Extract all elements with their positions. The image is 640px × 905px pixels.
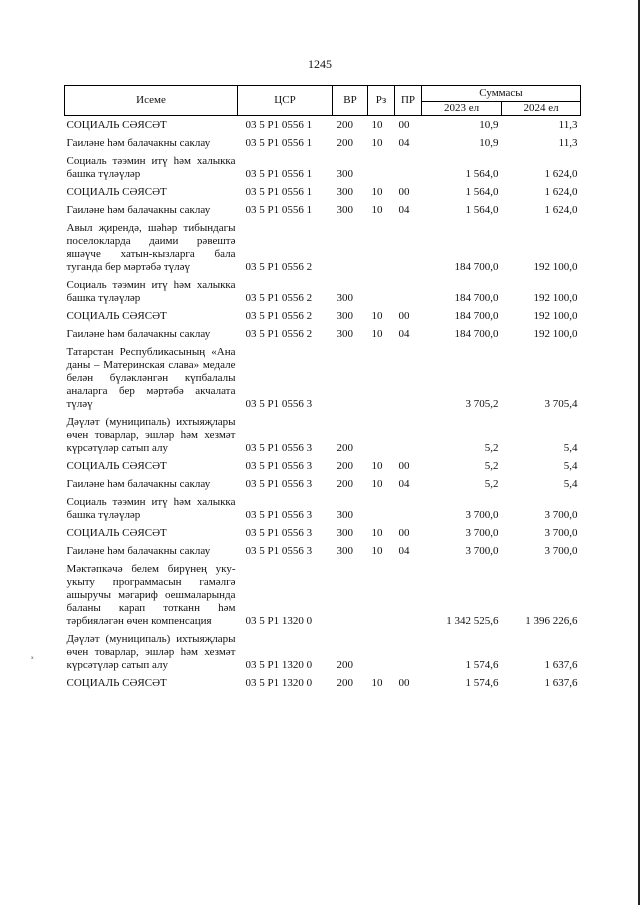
row-name: Мәктәпкәчә белем бирүнең уку-укыту программасын гамәлгә ашыручы мәгариф оешмаларында баланы карап тотканн һәм тәрбияләгән өчен компенсация	[66, 563, 236, 627]
row-vr	[333, 560, 368, 630]
row-sum-2023: 3 705,2	[465, 398, 499, 410]
row-pr	[395, 560, 422, 630]
row-vr	[333, 219, 368, 276]
table-row	[65, 343, 581, 413]
row-csr: 03 5 P1 0556 3	[245, 509, 313, 521]
row-rz: 10	[371, 460, 383, 472]
row-pr	[395, 152, 422, 183]
row-sum-2024: 1 624,0	[544, 204, 578, 216]
row-name: СОЦИАЛЬ СӘЯСӘТ	[66, 460, 167, 472]
row-vr: 300	[336, 310, 353, 322]
row-rz	[368, 152, 395, 183]
row-pr	[395, 413, 422, 457]
row-sum-2024: 3 705,4	[544, 398, 578, 410]
row-csr: 03 5 P1 0556 1	[245, 168, 313, 180]
row-rz	[368, 493, 395, 524]
row-sum-2023: 1 574,6	[465, 659, 499, 671]
row-vr: 200	[336, 460, 353, 472]
row-pr: 00	[398, 310, 410, 322]
row-name: СОЦИАЛЬ СӘЯСӘТ	[66, 677, 167, 689]
row-sum-2023: 1 564,0	[465, 186, 499, 198]
row-csr: 03 5 P1 1320 0	[245, 615, 313, 627]
row-name: СОЦИАЛЬ СӘЯСӘТ	[66, 310, 167, 322]
table-row	[65, 307, 581, 325]
row-sum-2023: 3 700,0	[465, 527, 499, 539]
row-csr: 03 5 P1 0556 3	[245, 478, 313, 490]
row-sum-2024: 1 624,0	[544, 168, 578, 180]
header-sums: Суммасы	[422, 86, 581, 102]
row-sum-2024: 1 637,6	[544, 659, 578, 671]
row-name: Авыл җирендә, шәһәр тибындагы поселокларда даими рәвештә яшәүче хатын-кызларга бала туганда бер мәртәбә түләү	[66, 222, 236, 273]
row-vr: 300	[336, 204, 353, 216]
table-row	[65, 152, 581, 183]
table-row	[65, 413, 581, 457]
row-rz: 10	[371, 527, 383, 539]
row-vr: 200	[336, 478, 353, 490]
header-name: Исеме	[65, 86, 238, 116]
row-rz: 10	[371, 478, 383, 490]
row-name: СОЦИАЛЬ СӘЯСӘТ	[66, 119, 167, 131]
page-number: 1245	[308, 57, 332, 71]
row-sum-2023: 3 700,0	[465, 509, 499, 521]
row-sum-2024: 1 396 226,6	[525, 615, 578, 627]
row-rz: 10	[371, 137, 383, 149]
header-2023: 2023 ел	[422, 102, 502, 116]
row-csr: 03 5 P1 0556 2	[245, 328, 313, 340]
row-name: СОЦИАЛЬ СӘЯСӘТ	[66, 527, 167, 539]
row-csr: 03 5 P1 0556 2	[245, 261, 313, 273]
row-rz	[368, 560, 395, 630]
row-sum-2023: 10,9	[479, 119, 499, 131]
header-vr: ВР	[333, 86, 368, 116]
row-vr: 200	[336, 442, 353, 454]
row-rz	[368, 343, 395, 413]
header-csr: ЦСР	[238, 86, 333, 116]
row-rz	[368, 219, 395, 276]
row-csr: 03 5 P1 0556 2	[245, 292, 313, 304]
row-sum-2023: 184 700,0	[454, 310, 499, 322]
row-name: Гаиләне һәм балачакны саклау	[66, 137, 211, 149]
table-row	[65, 276, 581, 307]
row-rz: 10	[371, 186, 383, 198]
row-sum-2024: 1 624,0	[544, 186, 578, 198]
budget-table	[64, 85, 581, 692]
row-vr: 200	[336, 677, 353, 689]
scan-mark: ₓ	[31, 650, 34, 660]
table-body	[65, 116, 581, 693]
table-row	[65, 542, 581, 560]
table-row	[65, 457, 581, 475]
row-sum-2024: 192 100,0	[533, 328, 578, 340]
row-pr	[395, 630, 422, 674]
row-name: Гаиләне һәм балачакны саклау	[66, 204, 211, 216]
row-sum-2023: 1 342 525,6	[446, 615, 499, 627]
row-rz: 10	[371, 310, 383, 322]
row-rz: 10	[371, 204, 383, 216]
table-row	[65, 493, 581, 524]
row-csr: 03 5 P1 0556 1	[245, 119, 313, 131]
row-vr: 200	[336, 119, 353, 131]
row-pr	[395, 343, 422, 413]
table-row	[65, 630, 581, 674]
row-vr: 300	[336, 292, 353, 304]
row-csr: 03 5 P1 0556 1	[245, 186, 313, 198]
row-sum-2023: 10,9	[479, 137, 499, 149]
row-sum-2024: 11,3	[558, 137, 578, 149]
row-name: Гаиләне һәм балачакны саклау	[66, 328, 211, 340]
row-pr: 00	[398, 460, 410, 472]
row-sum-2023: 184 700,0	[454, 261, 499, 273]
row-sum-2024: 1 637,6	[544, 677, 578, 689]
row-name: Татарстан Республикасының «Ана даны – Материнская слава» медале белән бүләкләнгән күпбалалы аналарга бер мәртәбә акчалата түләү	[66, 346, 236, 410]
row-sum-2024: 11,3	[558, 119, 578, 131]
row-csr: 03 5 P1 0556 3	[245, 527, 313, 539]
row-rz	[368, 276, 395, 307]
row-sum-2024: 192 100,0	[533, 292, 578, 304]
row-sum-2023: 184 700,0	[454, 292, 499, 304]
table-row	[65, 524, 581, 542]
row-sum-2023: 1 574,6	[465, 677, 499, 689]
row-csr: 03 5 P1 1320 0	[245, 677, 313, 689]
row-vr: 300	[336, 328, 353, 340]
row-sum-2023: 184 700,0	[454, 328, 499, 340]
row-vr: 300	[336, 168, 353, 180]
row-pr: 04	[398, 137, 410, 149]
table-row	[65, 674, 581, 692]
table-row	[65, 560, 581, 630]
row-rz: 10	[371, 119, 383, 131]
row-csr: 03 5 P1 1320 0	[245, 659, 313, 671]
row-sum-2024: 192 100,0	[533, 261, 578, 273]
row-rz: 10	[371, 545, 383, 557]
table-header	[65, 86, 581, 116]
row-name: Дәүләт (муниципаль) ихтыяҗлары өчен товарлар, эшләр һәм хезмәт күрсәтүләр сатып алу	[66, 416, 236, 454]
row-csr: 03 5 P1 0556 3	[245, 460, 313, 472]
row-vr: 300	[336, 545, 353, 557]
row-rz	[368, 413, 395, 457]
row-pr: 00	[398, 119, 410, 131]
row-name: Дәүләт (муниципаль) ихтыяҗлары өчен товарлар, эшләр һәм хезмәт күрсәтүләр сатып алу	[66, 633, 236, 671]
row-pr: 00	[398, 527, 410, 539]
row-pr	[395, 276, 422, 307]
row-csr: 03 5 P1 0556 3	[245, 398, 313, 410]
row-csr: 03 5 P1 0556 1	[245, 204, 313, 216]
table-row	[65, 475, 581, 493]
row-csr: 03 5 P1 0556 3	[245, 442, 313, 454]
row-name: Социаль тәэмин итү һәм халыкка башка түләүләр	[66, 496, 236, 521]
row-sum-2024: 5,4	[563, 478, 578, 490]
row-pr: 04	[398, 204, 410, 216]
table-row	[65, 116, 581, 135]
row-sum-2024: 5,4	[563, 460, 578, 472]
row-sum-2023: 5,2	[484, 460, 499, 472]
row-rz: 10	[371, 328, 383, 340]
row-vr: 200	[336, 659, 353, 671]
row-rz	[368, 630, 395, 674]
row-name: Социаль тәэмин итү һәм халыкка башка түләүләр	[66, 155, 236, 180]
row-pr: 04	[398, 478, 410, 490]
table-row	[65, 201, 581, 219]
row-name: Гаиләне һәм балачакны саклау	[66, 545, 211, 557]
row-pr: 04	[398, 328, 410, 340]
table-row	[65, 134, 581, 152]
row-vr: 300	[336, 527, 353, 539]
row-pr	[395, 219, 422, 276]
header-2024: 2024 ел	[502, 102, 581, 116]
row-sum-2023: 1 564,0	[465, 168, 499, 180]
row-vr: 300	[336, 509, 353, 521]
row-vr: 200	[336, 137, 353, 149]
row-csr: 03 5 P1 0556 3	[245, 545, 313, 557]
row-csr: 03 5 P1 0556 1	[245, 137, 313, 149]
header-pr: ПР	[395, 86, 422, 116]
row-vr	[333, 343, 368, 413]
row-sum-2024: 5,4	[563, 442, 578, 454]
row-pr: 04	[398, 545, 410, 557]
table-row	[65, 219, 581, 276]
row-sum-2023: 1 564,0	[465, 204, 499, 216]
table-row	[65, 325, 581, 343]
row-sum-2023: 3 700,0	[465, 545, 499, 557]
row-name: Социаль тәэмин итү һәм халыкка башка түләүләр	[66, 279, 236, 304]
row-name: СОЦИАЛЬ СӘЯСӘТ	[66, 186, 167, 198]
row-sum-2023: 5,2	[484, 442, 499, 454]
row-sum-2024: 3 700,0	[544, 509, 578, 521]
row-name: Гаиләне һәм балачакны саклау	[66, 478, 211, 490]
row-sum-2024: 3 700,0	[544, 545, 578, 557]
row-pr: 00	[398, 186, 410, 198]
table-row	[65, 183, 581, 201]
row-csr: 03 5 P1 0556 2	[245, 310, 313, 322]
row-sum-2024: 192 100,0	[533, 310, 578, 322]
row-pr: 00	[398, 677, 410, 689]
row-sum-2024: 3 700,0	[544, 527, 578, 539]
row-pr	[395, 493, 422, 524]
row-vr: 300	[336, 186, 353, 198]
row-sum-2023: 5,2	[484, 478, 499, 490]
row-rz: 10	[371, 677, 383, 689]
header-rz: Рз	[368, 86, 395, 116]
